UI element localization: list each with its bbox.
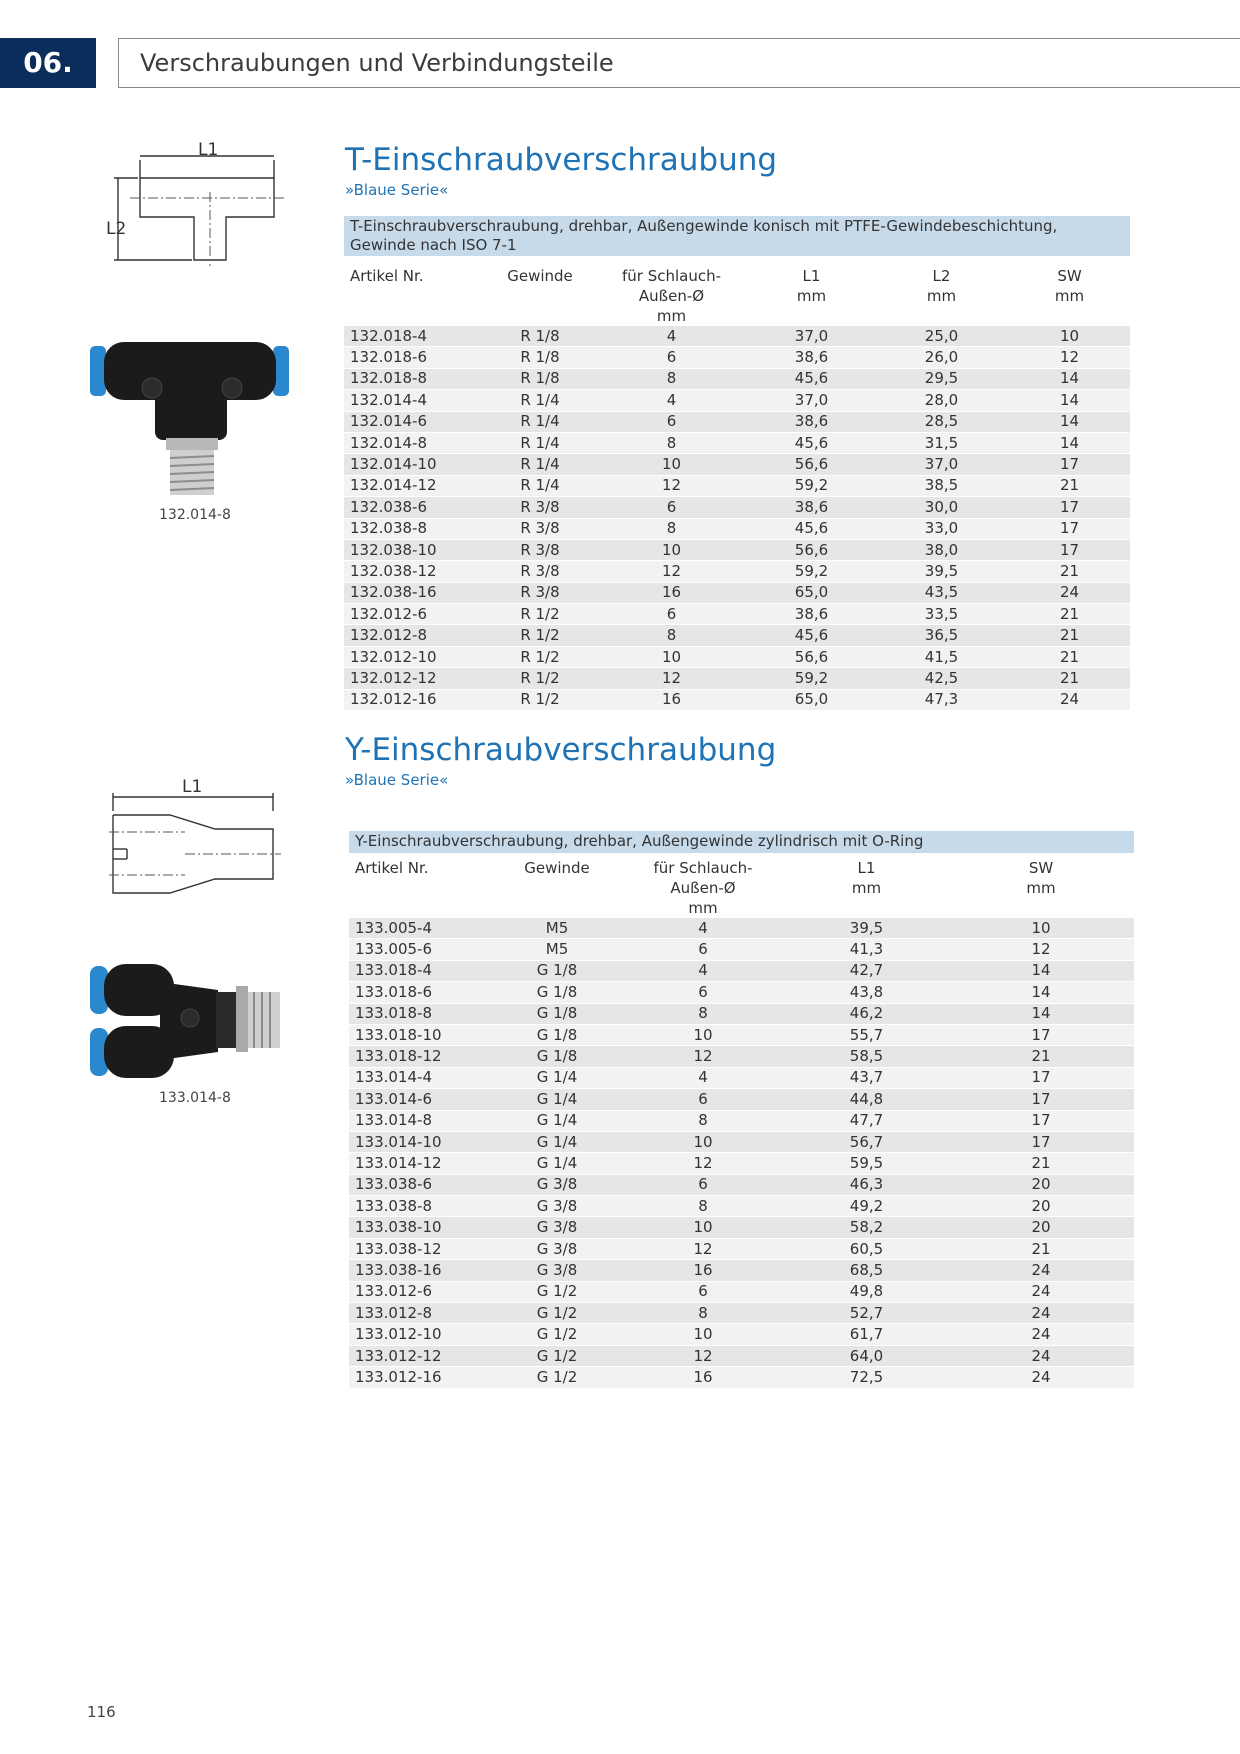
table-cell: 38,6	[749, 497, 874, 518]
t-fitting-drawing-icon	[110, 142, 290, 267]
table-cell: 46,2	[785, 1003, 948, 1024]
table-cell: 133.038-8	[349, 1196, 493, 1217]
table-row	[349, 1046, 1134, 1067]
table-cell: 49,8	[785, 1281, 948, 1302]
table-cell: 21	[1009, 475, 1130, 496]
table-row	[344, 689, 1130, 710]
table-cell: 133.005-6	[349, 939, 493, 960]
table-cell: 65,0	[749, 582, 874, 603]
table-cell: 38,5	[874, 475, 1009, 496]
table-cell: 24	[948, 1345, 1134, 1366]
table-cell: 10	[594, 454, 749, 475]
table-cell: 8	[594, 368, 749, 389]
table-row	[344, 390, 1130, 411]
table-cell: 132.018-6	[344, 347, 486, 368]
table-cell: 58,2	[785, 1217, 948, 1238]
table-cell: 56,6	[749, 454, 874, 475]
table-cell: 10	[1009, 326, 1130, 347]
table-cell: 14	[948, 1003, 1134, 1024]
y-spec-table	[349, 856, 1134, 1389]
y-photo-caption: 133.014-8	[159, 1090, 231, 1106]
t-column-header: L1 mm	[796, 267, 827, 305]
table-cell: R 1/4	[486, 411, 594, 432]
table-cell: 16	[621, 1367, 785, 1388]
t-photo-caption: 132.014-8	[159, 507, 231, 523]
table-cell: 17	[1009, 518, 1130, 539]
table-cell: 132.038-10	[344, 539, 486, 560]
table-cell: 60,5	[785, 1238, 948, 1259]
table-row	[349, 1024, 1134, 1045]
table-cell: 58,5	[785, 1046, 948, 1067]
table-cell: R 1/4	[486, 390, 594, 411]
t-section-subtitle: »Blaue Serie«	[345, 181, 449, 199]
table-row	[349, 1281, 1134, 1302]
table-cell: 20	[948, 1196, 1134, 1217]
table-cell: 133.012-10	[349, 1324, 493, 1345]
table-cell: 4	[594, 326, 749, 347]
table-cell: 133.012-16	[349, 1367, 493, 1388]
table-cell: 47,3	[874, 689, 1009, 710]
table-cell: 12	[621, 1345, 785, 1366]
table-cell: 64,0	[785, 1345, 948, 1366]
table-row	[344, 326, 1130, 347]
table-cell: 37,0	[749, 390, 874, 411]
table-row	[349, 982, 1134, 1003]
t-section-title: T-Einschraubverschraubung	[345, 142, 778, 178]
table-cell: 17	[1009, 454, 1130, 475]
table-cell: 17	[948, 1131, 1134, 1152]
table-cell: 17	[948, 1110, 1134, 1131]
table-cell: 6	[621, 1089, 785, 1110]
t-drawing-label-l2: L2	[106, 219, 127, 239]
table-cell: 4	[621, 1067, 785, 1088]
table-cell: 132.014-10	[344, 454, 486, 475]
table-row	[349, 1110, 1134, 1131]
table-cell: R 3/8	[486, 582, 594, 603]
y-fitting-photo-icon	[90, 960, 300, 1085]
table-cell: 8	[621, 1003, 785, 1024]
table-cell: 8	[594, 518, 749, 539]
table-cell: 10	[621, 1324, 785, 1345]
table-cell: 132.012-10	[344, 646, 486, 667]
table-cell: 59,2	[749, 475, 874, 496]
table-cell: 16	[594, 582, 749, 603]
table-cell: 38,6	[749, 604, 874, 625]
table-cell: 4	[594, 390, 749, 411]
table-cell: 10	[621, 1217, 785, 1238]
table-row	[344, 561, 1130, 582]
table-row	[349, 1003, 1134, 1024]
table-cell: 132.038-8	[344, 518, 486, 539]
table-cell: 46,3	[785, 1174, 948, 1195]
table-cell: R 1/2	[486, 689, 594, 710]
table-cell: R 3/8	[486, 497, 594, 518]
table-cell: 45,6	[749, 432, 874, 453]
table-cell: 10	[594, 539, 749, 560]
table-cell: 47,7	[785, 1110, 948, 1131]
table-cell: 12	[948, 939, 1134, 960]
y-column-header: L1 mm	[851, 859, 882, 897]
table-cell: 133.018-6	[349, 982, 493, 1003]
table-cell: R 1/2	[486, 646, 594, 667]
table-cell: R 1/4	[486, 475, 594, 496]
chapter-number: 06.	[0, 38, 96, 88]
table-row	[349, 1067, 1134, 1088]
table-cell: G 1/8	[493, 1003, 621, 1024]
table-cell: 6	[594, 604, 749, 625]
table-cell: G 3/8	[493, 1238, 621, 1259]
table-cell: 45,6	[749, 625, 874, 646]
table-cell: 133.018-10	[349, 1024, 493, 1045]
table-cell: 4	[621, 918, 785, 939]
table-cell: 21	[1009, 604, 1130, 625]
table-cell: 133.014-10	[349, 1131, 493, 1152]
y-column-header: SW mm	[1026, 859, 1056, 897]
table-cell: G 3/8	[493, 1217, 621, 1238]
table-cell: G 1/8	[493, 1046, 621, 1067]
table-cell: 25,0	[874, 326, 1009, 347]
t-fitting-photo-icon	[90, 328, 290, 503]
y-section-subtitle: »Blaue Serie«	[345, 771, 449, 789]
table-cell: 44,8	[785, 1089, 948, 1110]
table-cell: 42,7	[785, 960, 948, 981]
table-cell: 29,5	[874, 368, 1009, 389]
table-cell: 132.018-8	[344, 368, 486, 389]
table-row	[344, 347, 1130, 368]
table-cell: G 1/2	[493, 1367, 621, 1388]
table-cell: 133.005-4	[349, 918, 493, 939]
table-cell: 14	[1009, 390, 1130, 411]
table-cell: 133.038-12	[349, 1238, 493, 1259]
table-cell: 14	[1009, 368, 1130, 389]
table-cell: 55,7	[785, 1024, 948, 1045]
table-cell: 56,7	[785, 1131, 948, 1152]
table-cell: 21	[1009, 625, 1130, 646]
table-cell: 61,7	[785, 1324, 948, 1345]
table-cell: 132.014-8	[344, 432, 486, 453]
table-cell: 21	[948, 1238, 1134, 1259]
t-column-header: L2 mm	[926, 267, 957, 305]
t-spec-table	[344, 264, 1130, 711]
table-cell: 37,0	[874, 454, 1009, 475]
table-cell: 8	[621, 1196, 785, 1217]
y-column-header: Artikel Nr.	[355, 859, 429, 877]
table-cell: 12	[594, 561, 749, 582]
table-cell: 24	[948, 1281, 1134, 1302]
table-cell: 45,6	[749, 368, 874, 389]
table-row	[349, 1260, 1134, 1281]
t-column-header: Artikel Nr.	[350, 267, 424, 285]
table-cell: 133.014-12	[349, 1153, 493, 1174]
table-cell: 28,0	[874, 390, 1009, 411]
table-cell: 133.018-8	[349, 1003, 493, 1024]
table-cell: R 3/8	[486, 561, 594, 582]
chapter-title: Verschraubungen und Verbindungsteile	[140, 49, 614, 77]
table-cell: 12	[594, 475, 749, 496]
table-row	[344, 368, 1130, 389]
table-row	[349, 1367, 1134, 1388]
table-cell: 59,5	[785, 1153, 948, 1174]
table-cell: 21	[948, 1153, 1134, 1174]
table-cell: G 1/2	[493, 1324, 621, 1345]
table-cell: 43,7	[785, 1067, 948, 1088]
table-cell: 38,6	[749, 347, 874, 368]
table-cell: 24	[948, 1367, 1134, 1388]
table-row	[349, 918, 1134, 939]
table-row	[349, 1131, 1134, 1152]
y-section-title: Y-Einschraubverschraubung	[345, 732, 777, 768]
table-cell: 10	[621, 1024, 785, 1045]
table-cell: M5	[493, 939, 621, 960]
table-cell: R 1/2	[486, 604, 594, 625]
t-section-heading	[345, 142, 777, 200]
table-cell: 12	[621, 1046, 785, 1067]
table-cell: 133.012-12	[349, 1345, 493, 1366]
table-row	[344, 411, 1130, 432]
table-cell: R 3/8	[486, 539, 594, 560]
table-cell: 52,7	[785, 1303, 948, 1324]
table-cell: 133.018-12	[349, 1046, 493, 1067]
table-row	[349, 939, 1134, 960]
table-cell: 10	[594, 646, 749, 667]
table-cell: 68,5	[785, 1260, 948, 1281]
table-cell: 21	[1009, 668, 1130, 689]
y-column-header: für Schlauch- Außen-Ø mm	[653, 859, 753, 917]
table-cell: 59,2	[749, 668, 874, 689]
table-row	[344, 604, 1130, 625]
table-cell: 6	[621, 1281, 785, 1302]
table-cell: G 1/4	[493, 1131, 621, 1152]
table-row	[344, 582, 1130, 603]
table-row	[349, 1345, 1134, 1366]
table-cell: 132.014-12	[344, 475, 486, 496]
table-cell: R 1/4	[486, 432, 594, 453]
table-row	[344, 518, 1130, 539]
table-cell: 24	[948, 1303, 1134, 1324]
table-row	[349, 960, 1134, 981]
table-cell: 26,0	[874, 347, 1009, 368]
table-cell: 31,5	[874, 432, 1009, 453]
table-cell: 132.038-6	[344, 497, 486, 518]
table-cell: 6	[594, 411, 749, 432]
table-cell: R 1/8	[486, 326, 594, 347]
table-cell: 30,0	[874, 497, 1009, 518]
table-cell: R 3/8	[486, 518, 594, 539]
table-cell: 12	[1009, 347, 1130, 368]
table-cell: 10	[948, 918, 1134, 939]
table-cell: 17	[948, 1067, 1134, 1088]
table-row	[344, 539, 1130, 560]
table-cell: 133.038-10	[349, 1217, 493, 1238]
table-cell: 45,6	[749, 518, 874, 539]
table-cell: 133.014-4	[349, 1067, 493, 1088]
table-cell: 72,5	[785, 1367, 948, 1388]
table-cell: 17	[1009, 497, 1130, 518]
table-cell: R 1/2	[486, 625, 594, 646]
table-cell: 17	[1009, 539, 1130, 560]
table-row	[344, 454, 1130, 475]
y-column-header: Gewinde	[524, 859, 590, 877]
table-cell: R 1/4	[486, 454, 594, 475]
table-row	[349, 1324, 1134, 1345]
table-cell: 56,6	[749, 646, 874, 667]
table-cell: G 1/8	[493, 982, 621, 1003]
table-cell: 33,5	[874, 604, 1009, 625]
table-cell: 14	[948, 960, 1134, 981]
table-cell: 43,8	[785, 982, 948, 1003]
table-cell: 133.014-8	[349, 1110, 493, 1131]
table-cell: 14	[1009, 411, 1130, 432]
y-drawing-label-l1: L1	[182, 777, 203, 797]
table-cell: 24	[1009, 689, 1130, 710]
table-cell: 39,5	[785, 918, 948, 939]
table-cell: G 3/8	[493, 1260, 621, 1281]
table-cell: 132.012-12	[344, 668, 486, 689]
table-cell: G 1/4	[493, 1089, 621, 1110]
table-cell: 24	[1009, 582, 1130, 603]
table-cell: 41,5	[874, 646, 1009, 667]
table-cell: 8	[621, 1303, 785, 1324]
y-section-heading	[345, 732, 776, 790]
table-cell: 17	[948, 1024, 1134, 1045]
table-cell: 39,5	[874, 561, 1009, 582]
table-cell: 21	[1009, 561, 1130, 582]
table-cell: 24	[948, 1324, 1134, 1345]
page-number: 116	[87, 1703, 116, 1721]
table-row	[349, 1238, 1134, 1259]
table-cell: G 1/4	[493, 1153, 621, 1174]
table-cell: 43,5	[874, 582, 1009, 603]
table-cell: R 1/2	[486, 668, 594, 689]
table-row	[344, 625, 1130, 646]
table-cell: G 1/8	[493, 960, 621, 981]
table-cell: 4	[621, 960, 785, 981]
table-cell: 20	[948, 1174, 1134, 1195]
table-cell: 132.018-4	[344, 326, 486, 347]
table-row	[349, 1153, 1134, 1174]
table-cell: R 1/8	[486, 347, 594, 368]
table-cell: 24	[948, 1260, 1134, 1281]
table-row	[344, 646, 1130, 667]
table-row	[349, 1196, 1134, 1217]
table-cell: 14	[1009, 432, 1130, 453]
table-cell: 56,6	[749, 539, 874, 560]
y-section-description: Y-Einschraubverschraubung, drehbar, Außengewinde zylindrisch mit O-Ring	[349, 831, 1134, 853]
t-column-header: für Schlauch- Außen-Ø mm	[621, 267, 722, 325]
table-cell: 42,5	[874, 668, 1009, 689]
table-cell: G 1/2	[493, 1281, 621, 1302]
table-row	[344, 475, 1130, 496]
table-row	[349, 1303, 1134, 1324]
table-cell: 133.018-4	[349, 960, 493, 981]
table-cell: 16	[621, 1260, 785, 1281]
table-row	[349, 1217, 1134, 1238]
table-cell: 6	[594, 347, 749, 368]
t-section-description: T-Einschraubverschraubung, drehbar, Außengewinde konisch mit PTFE-Gewindebeschichtung, Gewinde nach ISO 7-1	[344, 216, 1130, 256]
table-cell: 17	[948, 1089, 1134, 1110]
table-cell: 12	[621, 1238, 785, 1259]
table-cell: 132.014-4	[344, 390, 486, 411]
table-cell: 38,0	[874, 539, 1009, 560]
table-cell: 37,0	[749, 326, 874, 347]
table-cell: G 1/8	[493, 1024, 621, 1045]
table-cell: 10	[621, 1131, 785, 1152]
table-cell: 33,0	[874, 518, 1009, 539]
table-cell: 133.012-8	[349, 1303, 493, 1324]
table-cell: 12	[621, 1153, 785, 1174]
table-cell: 14	[948, 982, 1134, 1003]
table-cell: 132.038-16	[344, 582, 486, 603]
table-cell: 6	[621, 982, 785, 1003]
table-cell: 21	[948, 1046, 1134, 1067]
table-cell: 21	[1009, 646, 1130, 667]
table-cell: 6	[621, 939, 785, 960]
table-cell: 59,2	[749, 561, 874, 582]
table-cell: G 3/8	[493, 1174, 621, 1195]
t-column-header: Gewinde	[507, 267, 573, 285]
table-cell: 133.014-6	[349, 1089, 493, 1110]
table-cell: 8	[594, 625, 749, 646]
table-cell: 16	[594, 689, 749, 710]
table-cell: G 1/4	[493, 1110, 621, 1131]
table-cell: 6	[621, 1174, 785, 1195]
table-cell: 28,5	[874, 411, 1009, 432]
table-cell: 65,0	[749, 689, 874, 710]
table-cell: G 1/2	[493, 1303, 621, 1324]
table-cell: 20	[948, 1217, 1134, 1238]
table-cell: G 3/8	[493, 1196, 621, 1217]
table-cell: 36,5	[874, 625, 1009, 646]
table-cell: 133.012-6	[349, 1281, 493, 1302]
t-column-header: SW mm	[1054, 267, 1085, 305]
table-cell: G 1/4	[493, 1067, 621, 1088]
table-cell: 133.038-16	[349, 1260, 493, 1281]
table-cell: 8	[594, 432, 749, 453]
table-cell: 12	[594, 668, 749, 689]
y-fitting-drawing-icon	[105, 785, 285, 900]
table-row	[349, 1174, 1134, 1195]
table-cell: 132.014-6	[344, 411, 486, 432]
table-row	[344, 668, 1130, 689]
table-cell: M5	[493, 918, 621, 939]
t-drawing-label-l1: L1	[198, 140, 219, 160]
table-cell: 41,3	[785, 939, 948, 960]
table-cell: 132.012-16	[344, 689, 486, 710]
table-cell: 6	[594, 497, 749, 518]
table-cell: R 1/8	[486, 368, 594, 389]
table-cell: G 1/2	[493, 1345, 621, 1366]
table-row	[344, 497, 1130, 518]
table-row	[349, 1089, 1134, 1110]
table-cell: 38,6	[749, 411, 874, 432]
table-cell: 132.038-12	[344, 561, 486, 582]
table-cell: 49,2	[785, 1196, 948, 1217]
table-cell: 132.012-8	[344, 625, 486, 646]
table-cell: 133.038-6	[349, 1174, 493, 1195]
table-cell: 132.012-6	[344, 604, 486, 625]
table-cell: 8	[621, 1110, 785, 1131]
table-row	[344, 432, 1130, 453]
